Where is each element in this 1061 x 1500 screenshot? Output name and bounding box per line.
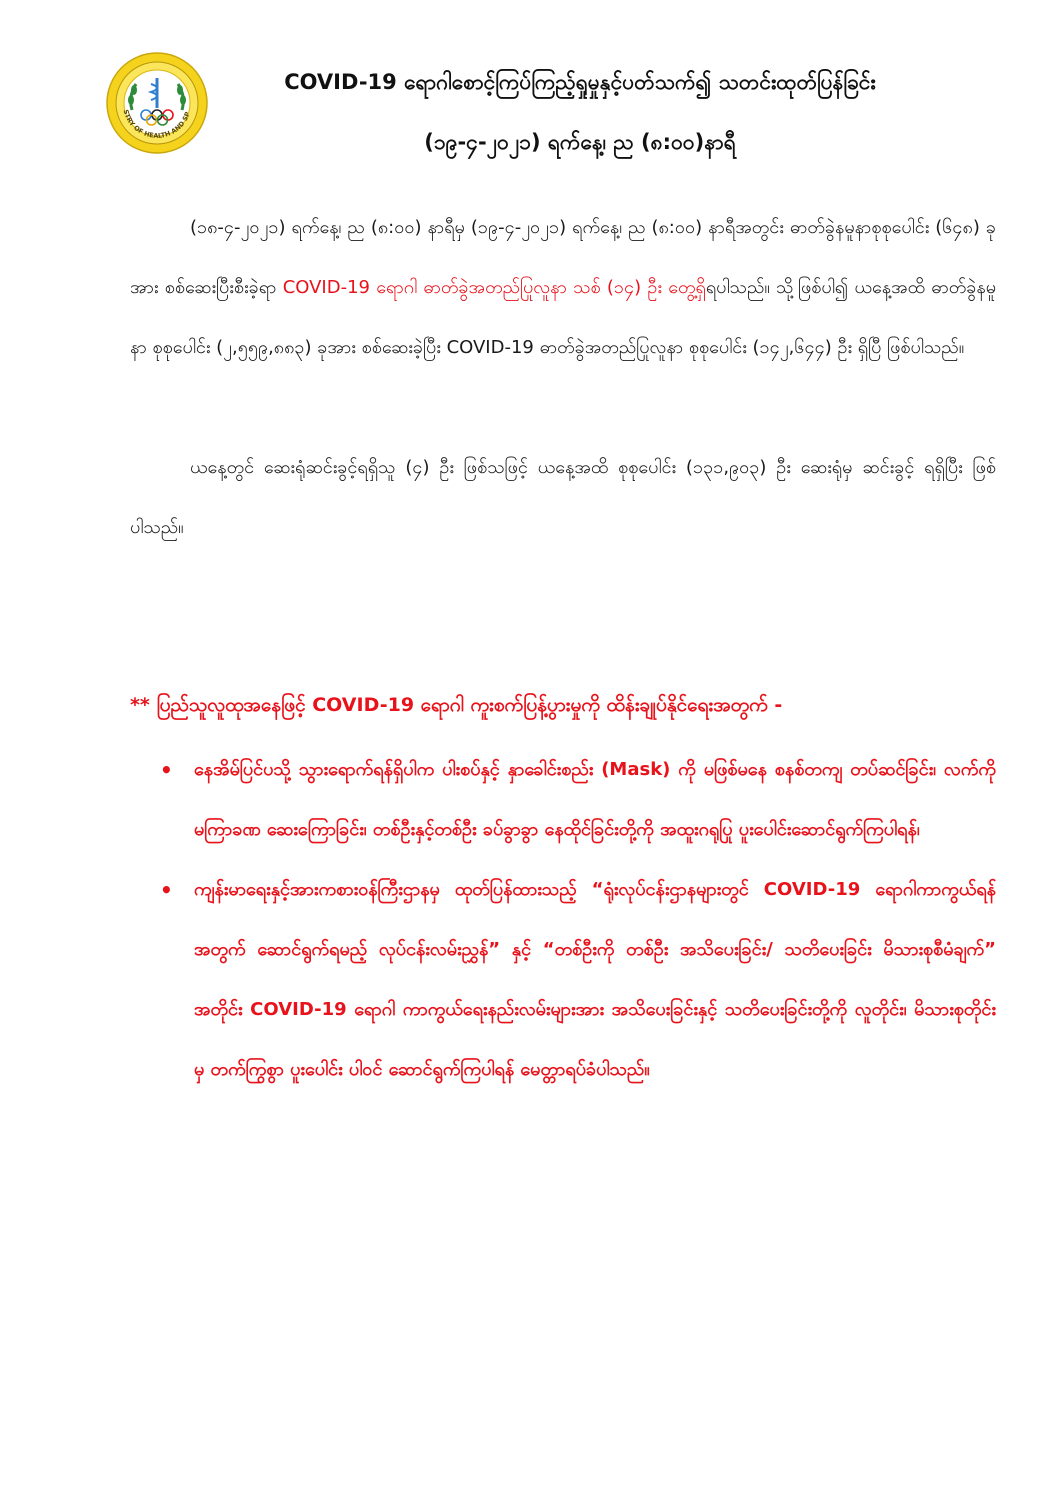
- logo-text: STRY OF HEALTH AND SP: [121, 108, 192, 140]
- advice-list: [130, 740, 996, 1100]
- advice-item: [130, 740, 996, 860]
- bullet-icon: •: [160, 758, 173, 782]
- report-paragraph-discharged: ယနေ့တွင် ဆေးရုံဆင်းခွင့်ရရှိသူ (၄) ဦး ဖြစ်သဖြင့် ယနေ့အထိ စုစုပေါင်း (၁၃၁,၉၀၃) ဦး ဆေးရုံမှ ဆင်းခွင့် ရရှိပြီး ဖြစ်ပါသည်။: [130, 457, 996, 538]
- advice-item-text: ကျန်းမာရေးနှင့်အားကစားဝန်ကြီးဌာနမှ ထုတ်ပြန်ထားသည့် “ရုံးလုပ်ငန်းဌာနများတွင် COVID-19 ရောဂါကာကွယ်ရန်အတွက် ဆောင်ရွက်ရမည့် လုပ်ငန်းလမ်းညွှန်” နှင့် “တစ်ဦးကို တစ်ဦး အသိပေးခြင်း/ သတိပေးခြင်း မိသားစုစီမံချက်” အတိုင်း COVID-19 ရောဂါ ကာကွယ်ရေးနည်းလမ်းများအား အသိပေးခြင်းနှင့် သတိပေးခြင်းတို့ကို လူတိုင်း၊ မိသားစုတိုင်းမှ တက်ကြွစွာ ပူးပေါင်း ပါဝင် ဆောင်ရွက်ကြပါရန် မေတ္တာရပ်ခံပါသည်။: [194, 879, 996, 1080]
- report-text-part2: ရပါသည်။ သို့ဖြစ်ပါ၍ ယနေ့အထိ ဓာတ်ခွဲနမူနာ စုစုပေါင်း (၂,၅၅၉,၈၈၃) ခုအား စစ်ဆေးခဲ့ပြီး COVID-19 ဓာတ်ခွဲအတည်ပြုလူနာ စုစုပေါင်း (၁၄၂,၆၄၄) ဦး ရှိပြီ ဖြစ်ပါသည်။: [130, 277, 997, 358]
- advice-item: [130, 860, 996, 1100]
- advice-item-text: နေအိမ်ပြင်ပသို့ သွားရောက်ရန်ရှိပါက ပါးစပ်နှင့် နှာခေါင်းစည်း (Mask) ကို မဖြစ်မနေ စနစ်တကျ တပ်ဆင်ခြင်း၊ လက်ကို မကြာခဏ ဆေးကြောခြင်း၊ တစ်ဦးနှင့်တစ်ဦး ခပ်ခွာခွာ နေထိုင်ခြင်းတို့ကို အထူးဂရုပြု ပူးပေါင်းဆောင်ရွက်ကြပါရန်၊: [194, 759, 996, 840]
- report-text-part1: (၁၈-၄-၂၀၂၁) ရက်နေ့၊ ည (၈:၀၀) နာရီမှ (၁၉-၄-၂၀၂၁) ရက်နေ့၊ ည (၈:၀၀) နာရီအတွင်း ဓာတ်ခွဲနမူနာစုစုပေါင်း (၆၄၈) ခုအား စစ်ဆေးပြီးစီးခဲ့ရာ: [130, 217, 996, 298]
- new-cases-highlight: COVID-19 ရောဂါ ဓာတ်ခွဲအတည်ပြုလူနာ သစ် (၁၄) ဦး တွေ့ရှိ: [282, 277, 706, 298]
- ministry-seal-icon: [106, 52, 208, 154]
- page-title: COVID-19 ရောဂါစောင့်ကြပ်ကြည့်ရှုမှုနှင့်ပတ်သက်၍ သတင်းထုတ်ပြန်ခြင်း: [284, 70, 876, 94]
- report-paragraph-cases: [130, 198, 996, 378]
- bullet-icon: •: [160, 878, 173, 902]
- ministry-logo: [106, 52, 208, 154]
- page-subtitle-date: (၁၉-၄-၂၀၂၁) ရက်နေ့၊ ည (၈:၀၀)နာရီ: [424, 130, 736, 154]
- advice-heading: ** ပြည်သူလူထုအနေဖြင့် COVID-19 ရောဂါ ကူးစက်ပြန့်ပွားမှုကို ထိန်းချုပ်နိုင်ရေးအတွက် -: [130, 694, 783, 716]
